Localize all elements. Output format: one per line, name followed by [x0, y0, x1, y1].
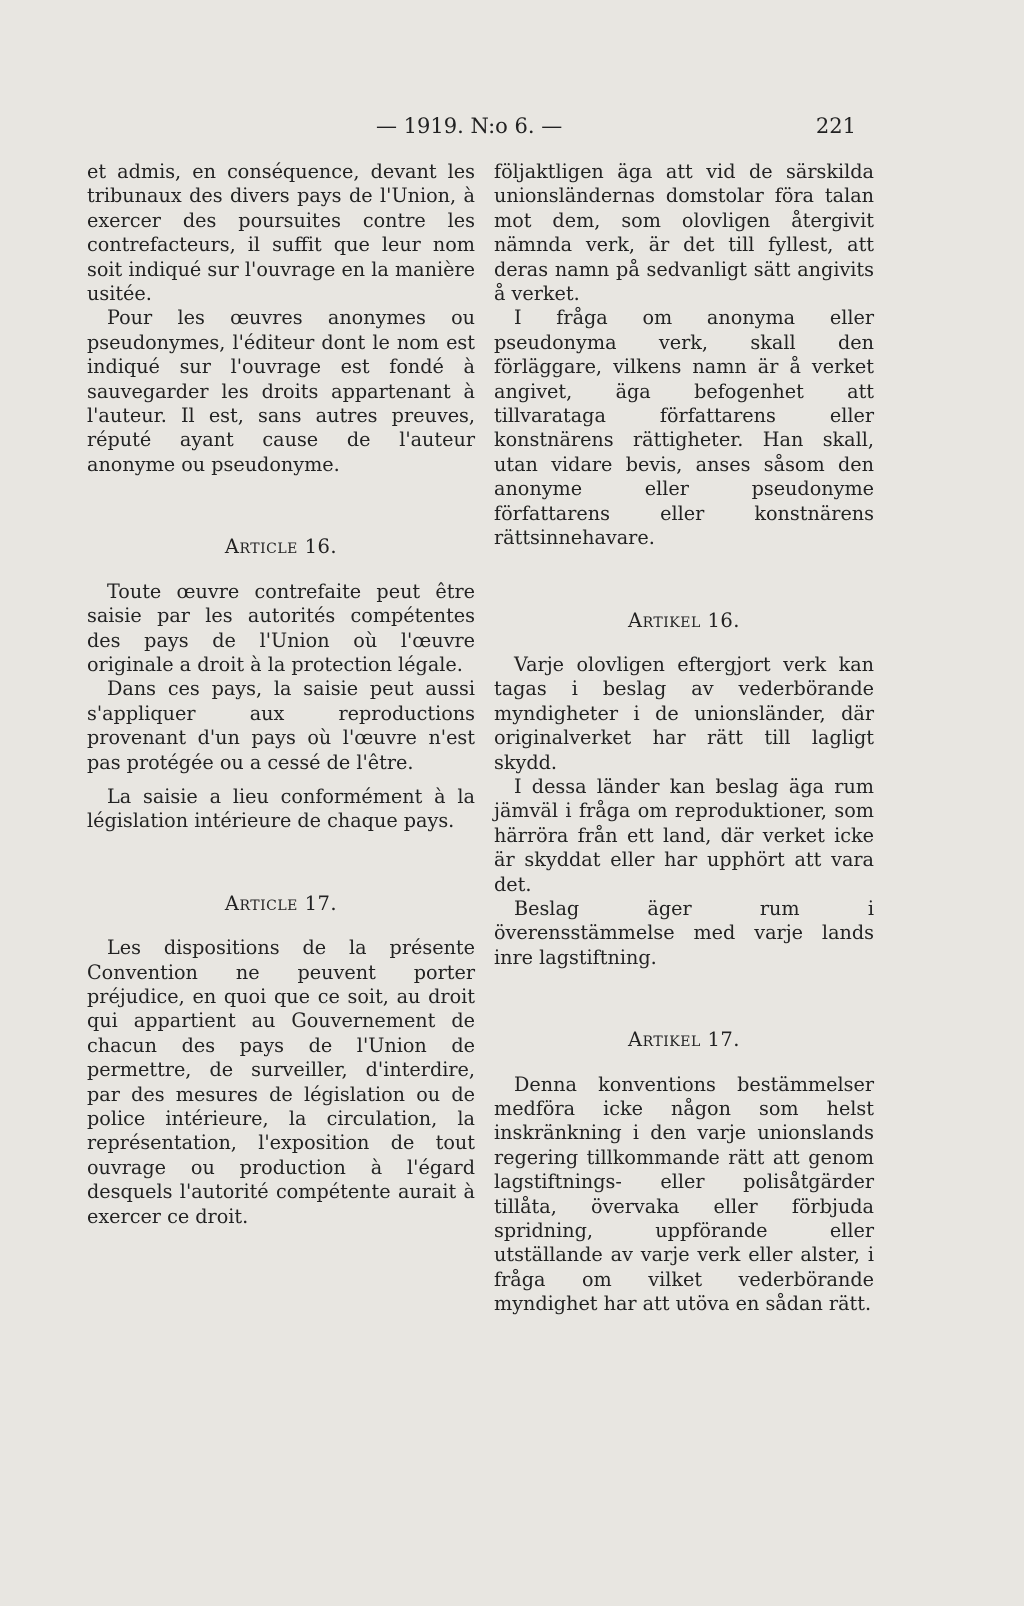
page-number: 221	[815, 114, 856, 138]
swedish-article-16-heading: Artikel 16.	[628, 608, 740, 632]
swedish-paragraph: I fråga om anonyma eller pseudonyma verk, skall den förläggare, vilkens namn är å verket angivet, äga befogenhet att tillvaratagа författarens eller konstnärens rättigheter. Han skall, utan vidare bevis, anses såsom den anonyme eller pseudonyme författarens eller konstnärens rättsinnehavare.	[494, 306, 874, 550]
french-paragraph: Toute œuvre contrefaite peut être saisie par les autorités compétentes des pays de l'Union où l'œuvre originale a droit à la protection légale.	[87, 579, 475, 676]
swedish-article-17-heading: Artikel 17.	[628, 1028, 740, 1052]
french-paragraph: Dans ces pays, la saisie peut aussi s'appliquer aux reproductions provenant d'un pays où l'œuvre n'est pas protégée ou a cessé de l'être.	[87, 677, 475, 774]
swedish-paragraph: Denna konventions bestämmelser medföra icke någon som helst inskränkning i den varje unionslands regering tillkommande rätt att genom lagstiftnings- eller polisåtgärder tillåta, övervaka eller förbjuda spridning, uppförande eller utställande av varje verk eller alster, i fråga om vilket vederbörande myndighet har att utöva en sådan rätt.	[494, 1072, 874, 1316]
french-paragraph: Pour les œuvres anonymes ou pseudonymes, l'éditeur dont le nom est indiqué sur l'ouvrage est fondé à sauvegarder les droits appartenant à l'auteur. Il est, sans autres preuves, réputé ayant cause de l'auteur anonyme ou pseudonyme.	[87, 306, 475, 476]
header-issue: — 1919. N:o 6. —	[376, 114, 563, 138]
french-paragraph: et admis, en conséquence, devant les tribunaux des divers pays de l'Union, à exercer des poursuites contre les contrefacteurs, il suffit que leur nom soit indiqué sur l'ouvrage en la manière usitée.	[87, 160, 475, 306]
french-paragraph: Les dispositions de la présente Convention ne peuvent porter préjudice, en quoi que ce soit, au droit qui appartient au Gouvernement de chacun des pays de l'Union de permettre, de surveiller, d'interdire, par des mesures de législation ou de police intérieure, la circulation, la représentation, l'exposition de tout ouvrage ou production à l'égard desquels l'autorité compétente aurait à exercer ce droit.	[87, 936, 475, 1228]
swedish-paragraph: Beslag äger rum i överensstämmelse med varje lands inre lagstiftning.	[494, 896, 874, 969]
swedish-paragraph: följaktligen äga att vid de särskilda unionsländernas domstolar föra talan mot dem, som olovligen återgivit nämnda verk, är det till fyllest, att deras namn på sedvanligt sätt angivits å verket.	[494, 160, 874, 306]
swedish-paragraph: Varje olovligen eftergjort verk kan tagas i beslag av vederbörande myndigheter i de unionsländer, där originalverket har rätt till lagligt skydd.	[494, 652, 874, 774]
french-article-16-heading: Article 16.	[224, 535, 338, 559]
running-header	[376, 114, 856, 146]
swedish-paragraph: I dessa länder kan beslag äga rum jämväl i fråga om reproduktioner, som härröra från ett land, där verket icke är skyddat eller har upphört att vara det.	[494, 774, 874, 896]
french-column	[87, 160, 475, 1229]
french-article-17-heading: Article 17.	[224, 891, 338, 915]
french-paragraph: La saisie a lieu conformément à la législation intérieure de chaque pays.	[87, 784, 475, 833]
swedish-column	[494, 160, 874, 1317]
